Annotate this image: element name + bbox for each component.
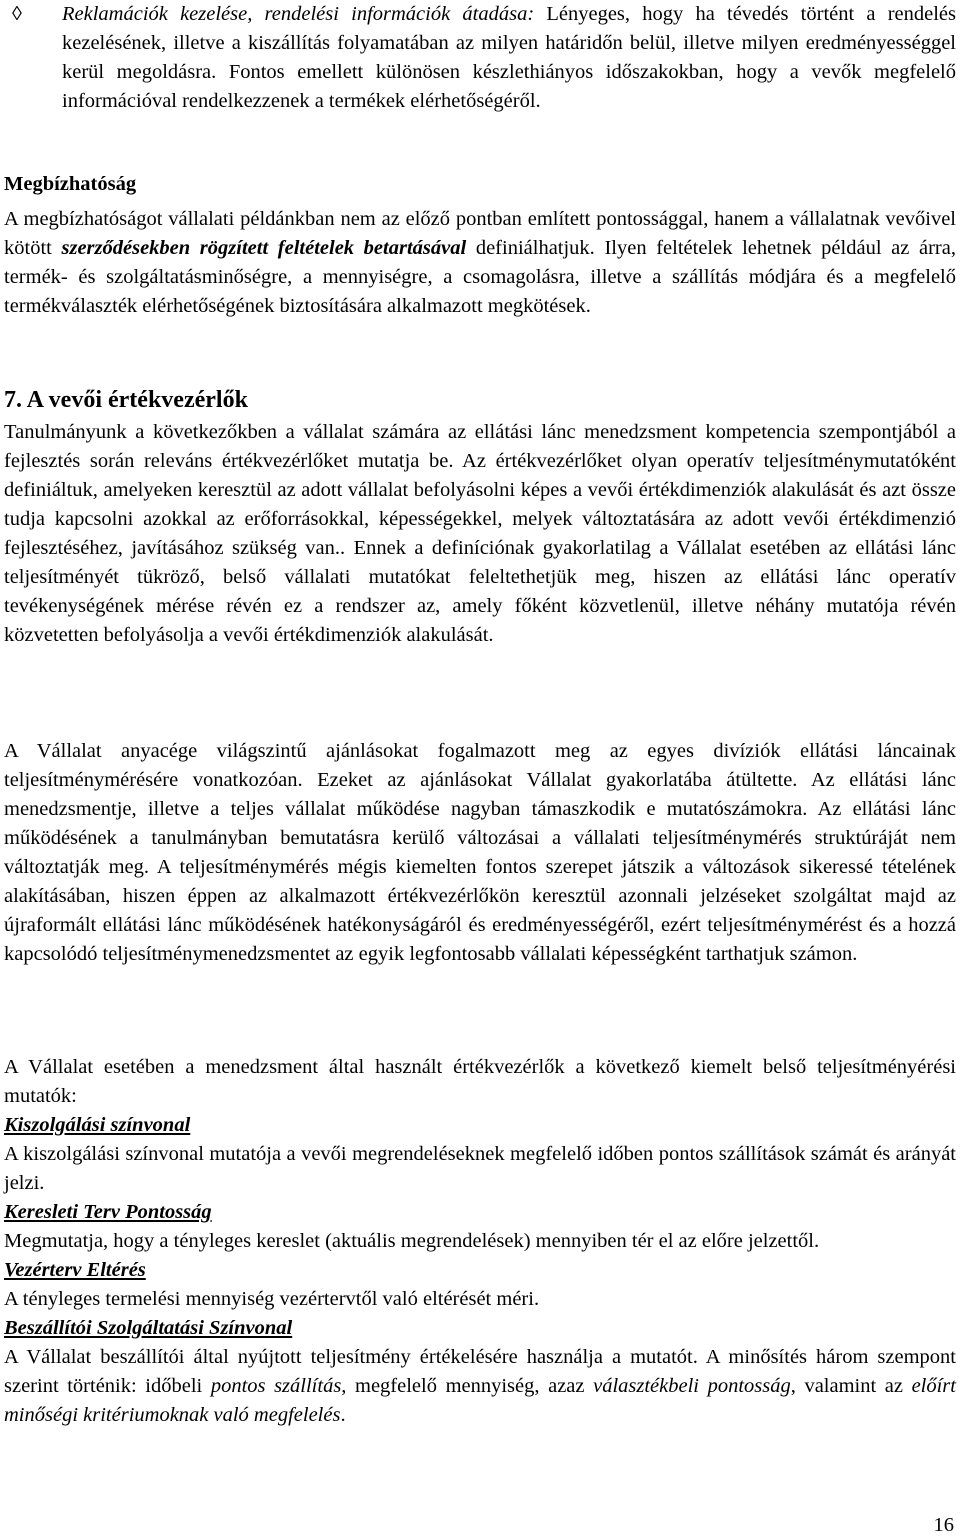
bullet-item	[4, 0, 956, 116]
metric-title: Kiszolgálási színvonal	[4, 1114, 191, 1136]
diamond-bullet-icon: ◊	[12, 3, 22, 25]
metric-list	[4, 1111, 956, 1430]
heading-megbizhatosag: Megbízhatóság	[4, 173, 137, 195]
bullet-lead: Reklamációk kezelése, rendelési információk átadása:	[62, 3, 535, 25]
metric-text-emphasis: pontos szállítás	[210, 1375, 342, 1397]
metric-text-part: , megfelelő mennyiség, azaz	[341, 1375, 594, 1397]
metric-text: A tényleges termelési mennyiség vezértervtől való eltérését méri.	[4, 1288, 540, 1310]
metric-text: A kiszolgálási színvonal mutatója a vevői megrendeléseknek megfelelő időben pontos szállítások számát és arányát jelzi.	[4, 1143, 956, 1194]
paragraph-part: definiálhatjuk. Ilyen feltételek lehetnek például az árra, termék- és szolgáltatásminőségre, a mennyiségre, a csomagolásra, illetve a szállítás módjára és a megfelelő termékválaszték elérhetőségének biztosítására alkalmazott megkötések.	[4, 237, 956, 317]
paragraph-part: A megbízhatóságot vállalati példánkban nem az előző pontban említett pontossággal, hanem a vállalatnak vevőivel kötött	[4, 208, 956, 259]
metric-text-part: , valamint az	[790, 1375, 912, 1397]
bullet-body: Lényeges, hogy ha tévedés történt a rendelés kezelésének, illetve a kiszállítás folyamatában az milyen határidőn belül, illetve milyen eredményességgel kerül megoldásra. Fontos emellett különösen készlethiányos időszakokban, hogy a vevők megfelelő információval rendelkezzenek a termékek elérhetőségéről.	[62, 3, 956, 112]
metric-title: Beszállítói Szolgáltatási Színvonal	[4, 1317, 293, 1339]
paragraph-megbizhatosag	[4, 205, 956, 321]
metric-title: Keresleti Terv Pontosság	[4, 1201, 212, 1223]
section-paragraph-2: A Vállalat anyacége világszintű ajánlásokat fogalmazott meg az egyes divíziók ellátási láncainak teljesítménymérésére vonatkozóan. Ezeket az ajánlásokat Vállalat gyakorlatába átültette. Az ellátási lánc menedzsmentje, illetve a teljes vállalat működése nagyban támaszkodik e mutatószámokra. Az ellátási lánc működésének a tanulmányban bemutatásra kerülő változásai a vállalati teljesítménymérés struktúráját nem változtatják meg. A teljesítménymérés mégis kiemelten fontos szerepet játszik a változások sikeressé tételének alakításában, hiszen éppen az alkalmazott értékvezérlőkön keresztül azonnali jelzéseket szolgáltat majd az újraformált ellátási lánc működésének hatékonyságáról és eredményességéről, ezért teljesítménymérést és a hozzá kapcsolódó teljesítménymenedzsmentet az egyik legfontosabb vállalati képességként tarthatjuk számon.	[4, 740, 956, 965]
paragraph-emphasis: szerződésekben rögzített feltételek betartásával	[61, 237, 467, 259]
metric-item	[4, 1256, 956, 1314]
metric-text-part: .	[340, 1404, 346, 1426]
section-paragraph-3: A Vállalat esetében a menedzsment által használt értékvezérlők a következő kiemelt belső teljesítményérési mutatók:	[4, 1056, 956, 1107]
metric-title: Vezérterv Eltérés	[4, 1259, 146, 1281]
metric-text-emphasis: előírt minőségi kritériumoknak való megfelelés	[4, 1375, 956, 1426]
metric-text: Megmutatja, hogy a tényleges kereslet (aktuális megrendelések) mennyiben tér el az előre jelzettől.	[4, 1230, 820, 1252]
metric-text-emphasis: választékbeli pontosság	[593, 1375, 791, 1397]
metric-item	[4, 1198, 956, 1256]
page-number: 16	[933, 1514, 954, 1536]
metric-text-part: A Vállalat beszállítói által nyújtott teljesítmény értékelésére használja a mutatót. A minősítés három szempont szerint történik: időbeli	[4, 1346, 956, 1397]
section-paragraph-1: Tanulmányunk a következőkben a vállalat számára az ellátási lánc menedzsment kompetencia szempontjából a fejlesztés során releváns értékvezérlőket mutatja be. Az értékvezérlőket olyan operatív teljesítménymutatóként definiáltuk, amelyeken keresztül az adott vállalat befolyásolni képes a vevői értékdimenziók alakulását és azt össze tudja kapcsolni azokkal az erőforrásokkal, képességekkel, melyek változtatására az adott vevői értékdimenzió fejlesztéséhez, javításához szükség van.. Ennek a definíciónak gyakorlatilag a Vállalat esetében az ellátási lánc teljesítményét tükröző, belső vállalati mutatókat feleltethetjük meg, hiszen az ellátási lánc operatív tevékenységének mérése révén ez a rendszer az, amely főként közvetlenül, illetve néhány mutatója révén közvetetten befolyásolja a vevői értékdimenziók alakulását.	[4, 421, 956, 646]
metric-text	[4, 1343, 956, 1430]
metric-item	[4, 1314, 956, 1430]
section-heading: 7. A vevői értékvezérlők	[4, 387, 248, 413]
metric-item	[4, 1111, 956, 1198]
bullet-text	[62, 0, 956, 116]
